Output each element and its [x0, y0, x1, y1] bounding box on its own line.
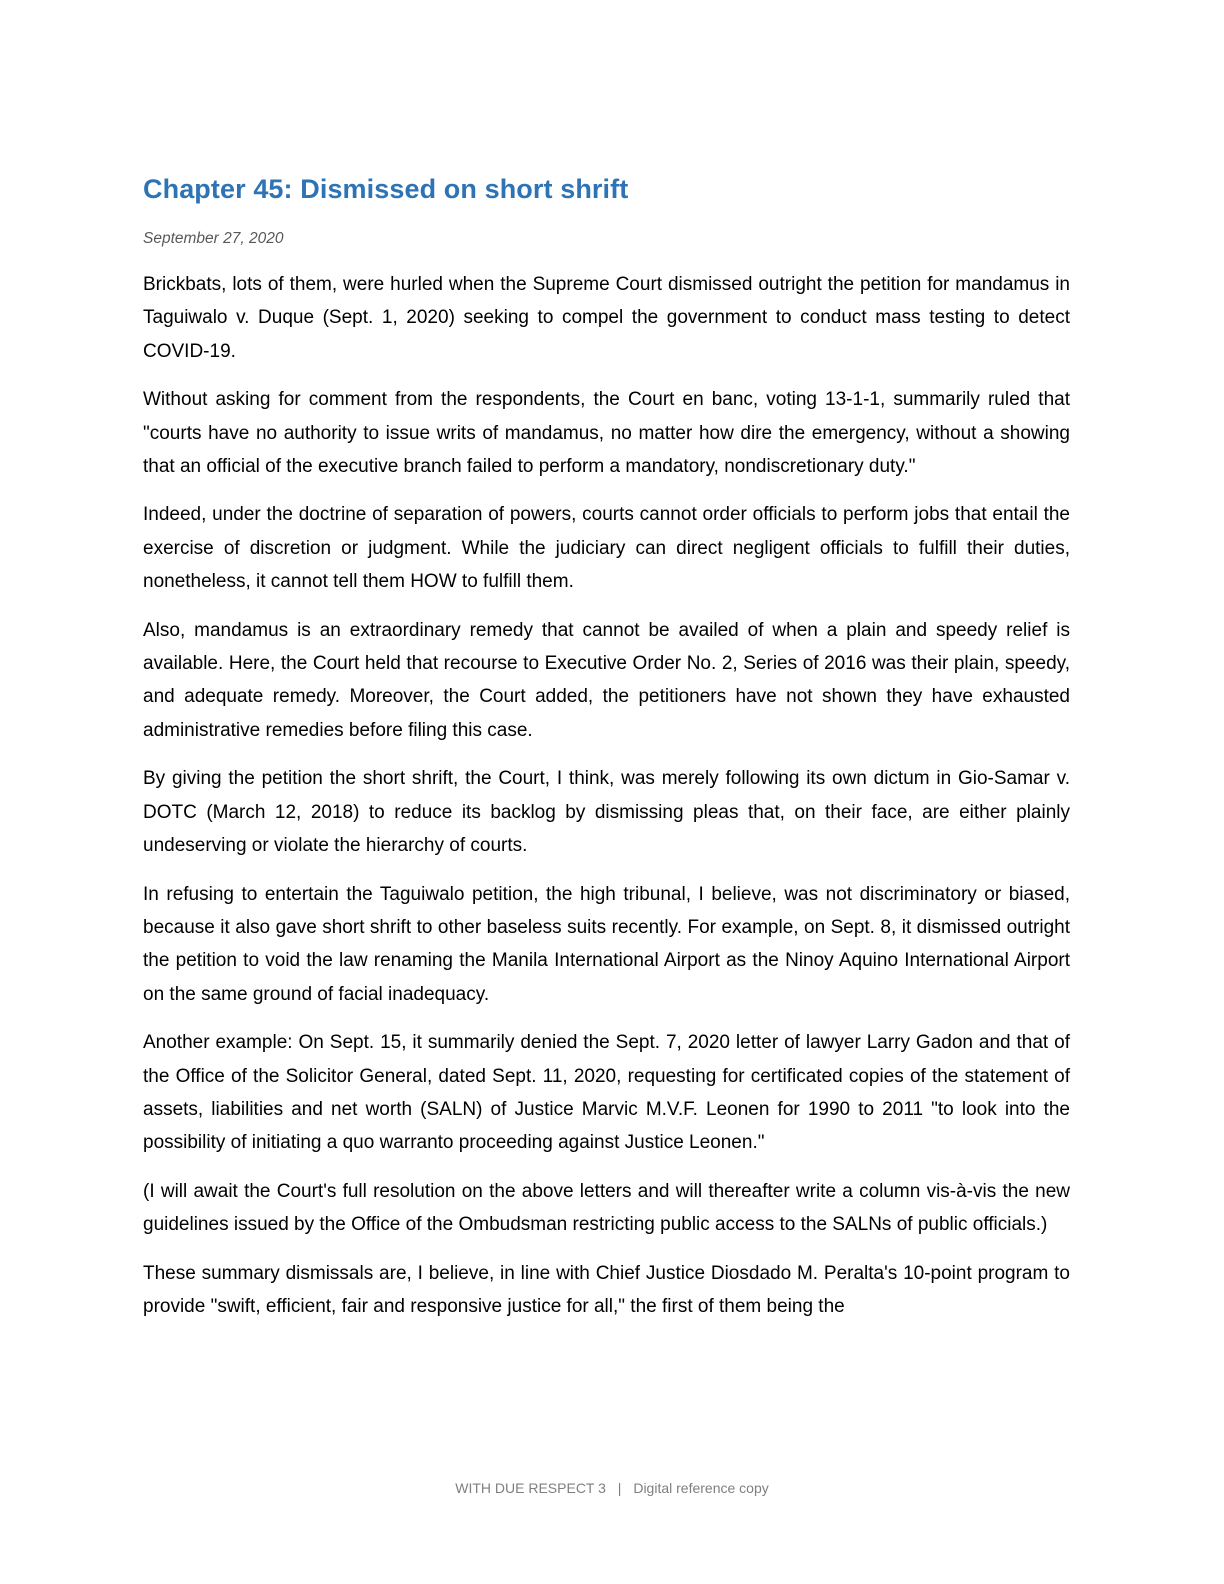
paragraph-3: Indeed, under the doctrine of separation of powers, courts cannot order officials to perform jobs that entail the exercise of discretion or judgment. While the judiciary can direct negligent officials to fulfill their duties, nonetheless, it cannot tell them HOW to fulfill them. [143, 504, 1070, 593]
page-footer [0, 1478, 1224, 1498]
article-body [143, 268, 1070, 1323]
page-content [143, 170, 1070, 1338]
paragraph-9: These summary dismissals are, I believe, in line with Chief Justice Diosdado M. Peralta's 10-point program to provide "swift, efficient, fair and responsive justice for all," the first of them being the [143, 1262, 1070, 1317]
footer-note: Digital reference copy [633, 1480, 769, 1496]
footer-separator: | [617, 1480, 622, 1496]
paragraph-7: Another example: On Sept. 15, it summarily denied the Sept. 7, 2020 letter of lawyer Larry Gadon and that of the Office of the Solicitor General, dated Sept. 11, 2020, requesting for certificated copies of the statement of assets, liabilities and net worth (SALN) of Justice Marvic M.V.F. Leonen for 1990 to 2011 "to look into the possibility of initiating a quo warranto proceeding against Justice Leonen." [143, 1032, 1070, 1154]
chapter-title: Chapter 45: Dismissed on short shrift [143, 174, 629, 204]
paragraph-4: Also, mandamus is an extraordinary remedy that cannot be availed of when a plain and speedy relief is available. Here, the Court held that recourse to Executive Order No. 2, Series of 2016 was their plain, speedy, and adequate remedy. Moreover, the Court added, the petitioners have not shown they have exhausted administrative remedies before filing this case. [143, 619, 1070, 741]
paragraph-6: In refusing to entertain the Taguiwalo petition, the high tribunal, I believe, was not discriminatory or biased, because it also gave short shrift to other baseless suits recently. For example, on Sept. 8, it dismissed outright the petition to void the law renaming the Manila International Airport as the Ninoy Aquino International Airport on the same ground of facial inadequacy. [143, 883, 1070, 1005]
publication-date: September 27, 2020 [143, 230, 284, 247]
paragraph-5: By giving the petition the short shrift, the Court, I think, was merely following its own dictum in Gio-Samar v. DOTC (March 12, 2018) to reduce its backlog by dismissing pleas that, on their face, are either plainly undeserving or violate the hierarchy of courts. [143, 768, 1070, 857]
paragraph-2: Without asking for comment from the respondents, the Court en banc, voting 13-1-1, summarily ruled that "courts have no authority to issue writs of mandamus, no matter how dire the emergency, without a showing that an official of the executive branch failed to perform a mandatory, nondiscretionary duty." [143, 389, 1070, 478]
footer-book-page: WITH DUE RESPECT 3 [455, 1480, 606, 1496]
paragraph-1: Brickbats, lots of them, were hurled when the Supreme Court dismissed outright the petition for mandamus in Taguiwalo v. Duque (Sept. 1, 2020) seeking to compel the government to conduct mass testing to detect COVID-19. [143, 274, 1070, 362]
paragraph-8: (I will await the Court's full resolution on the above letters and will thereafter write a column vis-à-vis the new guidelines issued by the Office of the Ombudsman restricting public access to the SALNs of public officials.) [143, 1180, 1070, 1236]
